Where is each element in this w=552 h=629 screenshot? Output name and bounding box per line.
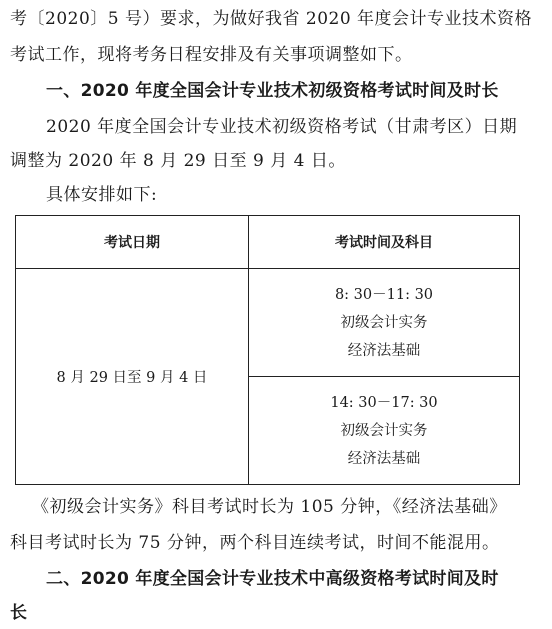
para1-line1: 考〔2020〕5 号）要求，为做好我省 2020 年度会计专业技术资格	[10, 9, 533, 29]
slot-time: 8: 30－11: 30	[334, 286, 434, 303]
slot-subject: 经济法基础	[347, 450, 421, 467]
section1-heading: 一、2020 年度全国会计专业技术初级资格考试时间及时长	[46, 81, 499, 101]
time-slot-morning	[249, 269, 520, 377]
section2-heading-cont: 长	[10, 603, 28, 623]
slot-time: 14: 30－17: 30	[330, 394, 438, 411]
table-row	[16, 269, 520, 377]
para2-line2: 科目考试时长为 75 分钟，两个科目连续考试，时间不能混用。	[10, 533, 500, 553]
table-header-row	[16, 216, 520, 269]
para1-line2: 考试工作，现将考务日程安排及有关事项调整如下。	[10, 45, 413, 65]
slot-subject: 经济法基础	[347, 342, 421, 359]
slot-subject: 初级会计实务	[340, 314, 428, 331]
exam-date-cell: 8 月 29 日至 9 月 4 日	[16, 269, 249, 485]
slot-subject: 初级会计实务	[340, 422, 428, 439]
arrangement-text: 具体安排如下:	[46, 185, 158, 205]
section2-heading: 二、2020 年度全国会计专业技术中高级资格考试时间及时	[46, 569, 499, 589]
col-header-time: 考试时间及科目	[249, 216, 520, 269]
section1-line1: 2020 年度全国会计专业技术初级资格考试（甘肃考区）日期	[46, 117, 518, 137]
schedule-table	[15, 215, 520, 485]
col-header-date: 考试日期	[16, 216, 249, 269]
section1-line2: 调整为 2020 年 8 月 29 日至 9 月 4 日。	[10, 151, 346, 171]
para2-line1: 《初级会计实务》科目考试时长为 105 分钟，《经济法基础》	[32, 497, 507, 517]
time-slot-afternoon	[249, 377, 520, 485]
